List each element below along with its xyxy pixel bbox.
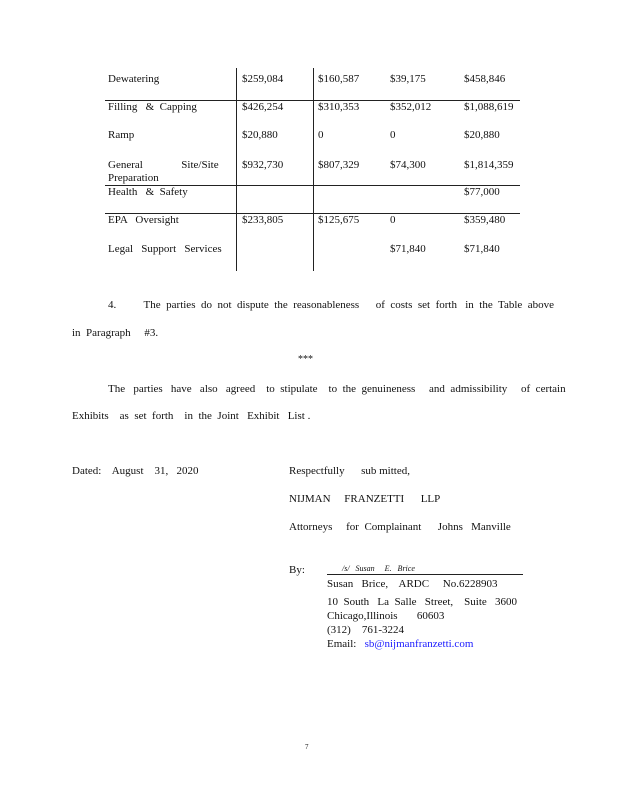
firm-name: NIJMAN FRANZETTI LLP [289, 493, 441, 505]
email-link[interactable]: sb@nijmanfranzetti.com [364, 638, 474, 650]
paragraph-4-line-1: 4. The parties do not dispute the reasonableness of costs set forth in the Table above [108, 299, 555, 311]
address-street: 10 South La Salle Street, Suite 3600 [327, 596, 518, 608]
by-label: By: [289, 564, 305, 576]
email-line [327, 638, 473, 650]
cell-col4: $458,846 [464, 73, 506, 85]
paragraph-5-line-2: Exhibits as set forth in the Joint Exhibit List . [72, 410, 311, 422]
row-label: EPA Oversight [108, 214, 179, 226]
dated-line: Dated: August 31, 2020 [72, 465, 199, 477]
row-label: Dewatering [108, 73, 160, 85]
address-city: Chicago,Illinois 60603 [327, 610, 445, 622]
cell-col1: $20,880 [242, 129, 278, 141]
cell-col2: $160,587 [318, 73, 360, 85]
cell-col1: $233,805 [242, 214, 284, 226]
cell-col2: $807,329 [318, 159, 360, 171]
signature-line [327, 574, 523, 575]
cell-col4: $1,088,619 [464, 101, 514, 113]
cell-col1: $426,254 [242, 101, 284, 113]
cell-col3: 0 [390, 129, 396, 141]
email-label: Email: [327, 638, 357, 650]
section-separator: *** [298, 354, 313, 365]
electronic-signature: /s/ Susan E. Brice [342, 564, 415, 573]
phone-number: (312) 761-3224 [327, 624, 404, 636]
page-number: 7 [305, 743, 309, 751]
attorney-name: Susan Brice, ARDC No.6228903 [327, 578, 498, 590]
row-label: Health & Safety [108, 186, 188, 198]
cell-col3: $74,300 [390, 159, 426, 171]
cell-col1: $932,730 [242, 159, 284, 171]
cell-col4: $1,814,359 [464, 159, 514, 171]
respectfully-submitted: Respectfully sub mitted, [289, 465, 410, 477]
cell-col1: $259,084 [242, 73, 284, 85]
row-label-continued: Preparation [108, 172, 159, 184]
cell-col4: $71,840 [464, 243, 500, 255]
paragraph-5-line-1: The parties have also agreed to stipulate to the genuineness and admissibility of certain [108, 383, 566, 395]
attorneys-for: Attorneys for Complainant Johns Manville [289, 521, 511, 533]
paragraph-4-line-2: in Paragraph #3. [72, 327, 159, 339]
table-col-divider-1 [236, 68, 237, 271]
cell-col4: $77,000 [464, 186, 500, 198]
cell-col2: $310,353 [318, 101, 360, 113]
cell-col3: 0 [390, 214, 396, 226]
cell-col4: $359,480 [464, 214, 506, 226]
cell-col3: $352,012 [390, 101, 432, 113]
row-label: Filling & Capping [108, 101, 197, 113]
row-label: General Site/Site [108, 159, 219, 171]
row-label: Legal Support Services [108, 243, 222, 255]
cell-col3: $39,175 [390, 73, 426, 85]
table-col-divider-2 [313, 68, 314, 271]
cell-col3: $71,840 [390, 243, 426, 255]
row-label: Ramp [108, 129, 135, 141]
cell-col4: $20,880 [464, 129, 500, 141]
cell-col2: 0 [318, 129, 324, 141]
cell-col2: $125,675 [318, 214, 360, 226]
